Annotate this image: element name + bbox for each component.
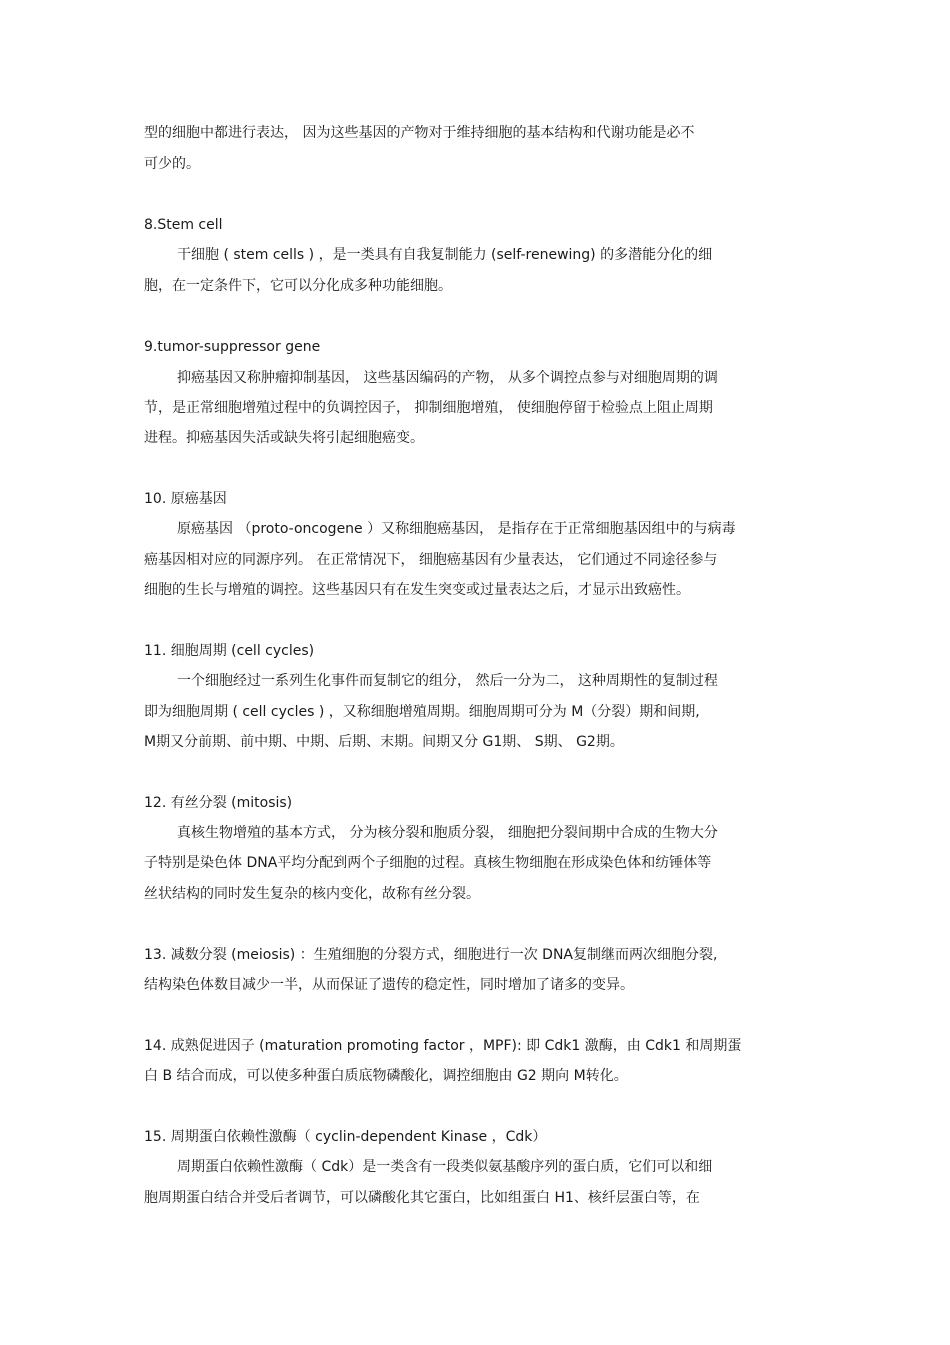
section-heading: 9.tumor-suppressor gene [144,339,321,355]
paragraph-line: 型的细胞中都进行表达， 因为这些基因的产物对于维持细胞的基本结构和代谢功能是必不 [144,125,695,141]
section-heading: 11. 细胞周期 (cell cycles) [144,643,315,659]
paragraph-line: 一个细胞经过一系列生化事件而复制它的组分， 然后一分为二， 这种周期性的复制过程 [177,673,718,689]
paragraph-line: 丝状结构的同时发生复杂的核内变化，故称有丝分裂。 [144,886,480,902]
paragraph-line: 癌基因相对应的同源序列。 在正常情况下， 细胞癌基因有少量表达， 它们通过不同途径参与 [144,552,718,568]
paragraph-line: 13. 减数分裂 (meiosis) ：生殖细胞的分裂方式，细胞进行一次 DNA复制继而两次细胞分裂, [144,947,718,963]
paragraph-line: 抑癌基因又称肿瘤抑制基因， 这些基因编码的产物， 从多个调控点参与对细胞周期的调 [177,370,718,386]
paragraph-line: 子特别是染色体 DNA平均分配到两个子细胞的过程。真核生物细胞在形成染色体和纺锤体等 [144,855,712,871]
paragraph-line: 可少的。 [144,156,200,172]
paragraph-line: 结构染色体数目减少一半，从而保证了遗传的稳定性，同时增加了诸多的变异。 [144,977,634,993]
paragraph-line: 真核生物增殖的基本方式， 分为核分裂和胞质分裂， 细胞把分裂间期中合成的生物大分 [177,825,718,841]
paragraph-line: 白 B 结合而成，可以使多种蛋白质底物磷酸化，调控细胞由 G2 期向 M转化。 [144,1068,628,1084]
paragraph-line: 节，是正常细胞增殖过程中的负调控因子， 抑制细胞增殖， 使细胞停留于检验点上阻止周期 [144,400,713,416]
paragraph-line: M期又分前期、前中期、中期、后期、末期。间期又分 G1期、 S期、 G2期。 [144,734,624,750]
paragraph-line: 干细胞 ( stem cells ) ，是一类具有自我复制能力 (self-renewing) 的多潜能分化的细 [177,247,713,263]
paragraph-line: 细胞的生长与增殖的调控。这些基因只有在发生突变或过量表达之后，才显示出致癌性。 [144,582,690,598]
paragraph-line: 进程。抑癌基因失活或缺失将引起细胞癌变。 [144,430,424,446]
section-heading: 15. 周期蛋白依赖性激酶（ cyclin-dependent Kinase ，Cdk） [144,1129,547,1145]
paragraph-line: 胞周期蛋白结合并受后者调节，可以磷酸化其它蛋白，比如组蛋白 H1、核纤层蛋白等，在 [144,1190,700,1206]
section-heading: 10. 原癌基因 [144,491,227,507]
paragraph-line: 胞，在一定条件下，它可以分化成多种功能细胞。 [144,278,452,294]
section-heading: 12. 有丝分裂 (mitosis) [144,795,293,811]
section-heading: 8.Stem cell [144,217,223,233]
paragraph-line: 原癌基因 （proto-oncogene ）又称细胞癌基因， 是指存在于正常细胞基因组中的与病毒 [177,521,736,537]
paragraph-line: 14. 成熟促进因子 (maturation promoting factor ，MPF): 即 Cdk1 激酶，由 Cdk1 和周期蛋 [144,1038,742,1054]
paragraph-line: 即为细胞周期 ( cell cycles ) ，又称细胞增殖周期。细胞周期可分为 M（分裂）期和间期, [144,704,700,720]
paragraph-line: 周期蛋白依赖性激酶（ Cdk）是一类含有一段类似氨基酸序列的蛋白质，它们可以和细 [177,1159,713,1175]
